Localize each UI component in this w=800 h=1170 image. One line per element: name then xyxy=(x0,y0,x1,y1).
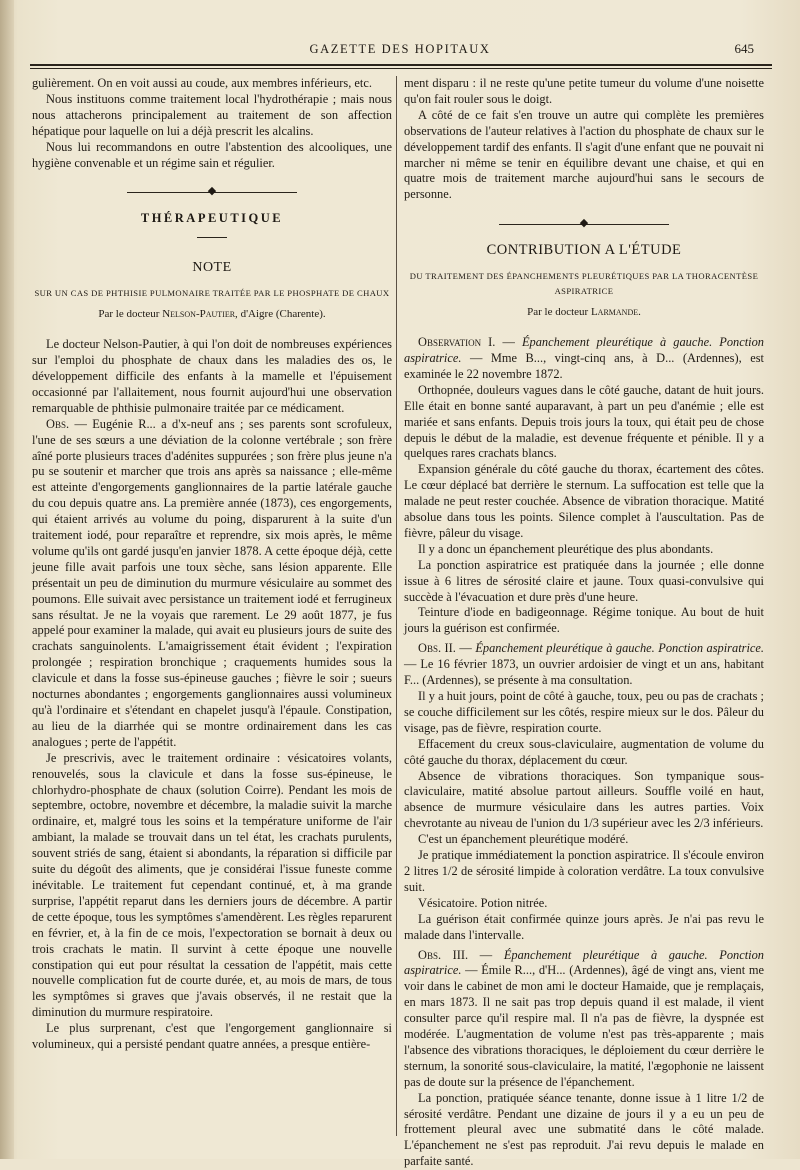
obs-title: Épanchement pleurétique à gauche. Ponction aspiratrice. xyxy=(404,947,765,978)
paragraph: Orthopnée, douleurs vagues dans le côté gauche, datant de huit jours. Elle était en bonne santé auparavant, à part un peu d'anémie ; elle est mariée et sans enfants. Depuis trois jours la toux, qui était peu de chose depuis le début de la maladie, est devenue fréquente et pénible. Il y a quelques rares crachats blancs. xyxy=(404,382,764,461)
paragraph: Il y a donc un épanchement pleurétique des plus abondants. xyxy=(418,541,714,556)
byline xyxy=(32,307,392,323)
running-head xyxy=(0,40,800,62)
paragraph: Absence de vibrations thoraciques. Son tympanique sous-claviculaire, matité absolue partout ailleurs. Souffle voilé en haut, absence de murmure vésiculaire dans les autres parties. Voix chevrotante au niveau de l'union du 1/3 supérieur avec les 2/3 inférieurs. xyxy=(404,768,764,831)
paragraph: La ponction, pratiquée séance tenante, donne issue à 1 litre 1/2 de sérosité verdâtre. Pendant une dizaine de jours il y a eu un peu de frottement pleural avec une submatité dans le côté malade. L'épanchement ne s'est pas reproduit. J'ai revu depuis le malade en parfaite santé. xyxy=(404,1090,764,1169)
obs-title: Épanchement pleurétique à gauche. Ponction aspiratrice. xyxy=(404,335,764,365)
observation-paragraph xyxy=(32,417,392,751)
obs-lead: — Mme B..., vingt-cinq ans, à D... (Ardennes), est examinée le 22 novembre 1872. xyxy=(404,350,764,381)
right-column xyxy=(404,76,765,1169)
header-rule-thin xyxy=(30,68,772,69)
short-rule xyxy=(197,237,227,238)
paragraph: Effacement du creux sous-claviculaire, augmentation de volume du côté gauche du thorax, déplacement du cœur. xyxy=(404,736,764,767)
byline-prefix: Par le docteur xyxy=(527,306,589,319)
article-title: CONTRIBUTION A L'ÉTUDE xyxy=(486,242,682,259)
observation-heading: Observation I. — Épanchement pleurétique à gauche. Ponction aspiratrice. — Mme B..., vingt-cinq ans, à D... (Ardennes), est examinée le 22 novembre 1872. xyxy=(404,335,764,381)
section-heading: THÉRAPEUTIQUE xyxy=(140,211,284,226)
paragraph: Le plus surprenant, c'est que l'engorgement ganglionnaire si volumineux, qui a persisté pendant quatre années, a presque entière- xyxy=(32,1021,392,1052)
ornament-divider: ◆ xyxy=(127,189,297,197)
article-subtitle: DU TRAITEMENT DES ÉPANCHEMENTS PLEURÉTIQUES PAR LA THORACENTÈSE ASPIRATRICE xyxy=(409,271,759,297)
paragraph: ment disparu : il ne reste qu'une petite tumeur du volume d'une noisette qu'on fait rouler sous le doigt. xyxy=(404,76,764,106)
paragraph: C'est un épanchement pleurétique modéré. xyxy=(418,832,629,847)
page-number: 645 xyxy=(734,41,754,56)
paragraph: La ponction aspiratrice est pratiquée dans la journée ; elle donne issue à 6 litres de sérosité claire et jaune. Toux quasi-convulsive qui succède à l'évacuation et dure près d'une heure. xyxy=(404,557,764,604)
author-name: Nelson-Pautier, xyxy=(162,308,238,321)
obs-label: Obs. II. xyxy=(418,641,456,656)
paragraph: Teinture d'iode en badigeonnage. Régime tonique. Au bout de huit jours la guérison est confirmée. xyxy=(404,605,764,636)
byline-suffix: d'Aigre (Charente). xyxy=(240,308,326,321)
paragraph: gulièrement. On en voit aussi au coude, aux membres inférieurs, etc. xyxy=(32,76,372,90)
left-column xyxy=(32,76,392,1146)
observation-heading: Obs. II. — Épanchement pleurétique à gauche. Ponction aspiratrice. — Le 16 février 1873, un ouvrier ardoisier de vingt et un ans, habitant F... (Ardennes), se présente à ma consultation. xyxy=(404,641,764,688)
paragraph: Le docteur Nelson-Pautier, à qui l'on doit de nombreuses expériences sur l'emploi du phosphate de chaux dans les maladies des os, le développement difficile des enfants à la mamelle et l'épuisement occasionné par l'allaitement, nous fournit aujourd'hui une observation remarquable de phthisie pulmonaire traitée par ce médicament. xyxy=(32,337,392,415)
paragraph: Je prescrivis, avec le traitement ordinaire : vésicatoires volants, renouvelés, sous la clavicule et dans la fosse sus-épineuse, le chlorhydro-phosphate de chaux (solution Coirre). Pendant les mois de septembre, octobre, novembre et décembre, la maladie suivit la marche ordinaire, et, malgré tous les soins et la température uniforme de l'air ambiant, la malade se trouvait dans un tel état, les crachats purulents, souvent striés de sang, étaient si abondants, la réparation si difficile par suite du dégoût des aliments, que je considérai l'issue funeste comme inévitable. Le traitement fut cependant continué, et, à ma grande surprise, l'appétit reparut dans les derniers jours de décembre. A partir de cette époque, tous les symptômes s'amendèrent. Les règles reparurent en février, et, à la fin de ce mois, l'expectoration se bornait à deux ou trois crachats le matin. Il survint à cette époque une nouvelle constipation qui eut pour résultat la cessation de l'appétit, mais cette nouvelle complication fut de courte durée, et, au mois de mars, de tous les symptômes si graves que j'avais observés, il ne restait que la diminution du murmure respiratoire. xyxy=(32,750,392,1020)
article-subtitle: SUR UN CAS DE PHTHISIE PULMONAIRE TRAITÉE PAR LE PHOSPHATE DE CHAUX xyxy=(34,288,390,299)
obs-lead: — Émile R..., d'H... (Ardennes), âgé de vingt ans, vient me voir dans le cabinet de mon ami le docteur Hamaide, que je remplaçais, en mars 1873. Il ne sait pas trop depuis quand il est malade, il vient consulter parce qu'il respire mal. Il n'a pas de fièvre, la dyspnée est modérée. L'augmentation de volume n'est pas très-apparente ; mais l'absence des vibrations thoraciques, le déploiement du cœur derrière le sternum, la sonorité sous-claviculaire, la matité, l'ægophonie ne laissent pas de doute sur la présence de l'épanchement. xyxy=(404,963,764,1089)
byline xyxy=(404,305,764,321)
column-divider xyxy=(396,76,397,1136)
paragraph: Nous lui recommandons en outre l'abstention des alcooliques, une hygiène convenable et un régime sain et régulier. xyxy=(32,139,392,170)
byline-prefix: Par le docteur xyxy=(98,308,160,321)
paragraph: A côté de ce fait s'en trouve un autre qui complète les premières observations de l'auteur relatives à l'action du phosphate de chaux sur le développement tardif des enfants. Il s'agit d'une enfant que ne pouvait ni marcher ni même se tenir en équilibre devant une chaise, et qui en quatre mois de traitement marche aujourd'hui sans le secours de personne. xyxy=(404,107,764,202)
journal-title: GAZETTE DES HOPITAUX xyxy=(309,42,491,56)
paragraph: Nous instituons comme traitement local l'hydrothérapie ; mais nous nous attacherons principalement au traitement de son affection hépatique pour laquelle on lui a déjà prescrit les alcalins. xyxy=(32,91,392,138)
obs-lead: — Le 16 février 1873, un ouvrier ardoisier de vingt et un ans, habitant F... (Ardennes), se présente à ma consultation. xyxy=(404,657,764,688)
article-title: NOTE xyxy=(192,260,232,276)
ornament-divider: ◆ xyxy=(499,221,669,229)
obs-label: Obs. xyxy=(46,416,70,431)
author-name: Larmande. xyxy=(590,306,641,319)
paragraph: Il y a huit jours, point de côté à gauche, toux, peu ou pas de crachats ; se couche difficilement sur les côtés, respire mieux sur le dos. Pâleur du visage, pas de fièvre, respiration courte. xyxy=(404,689,764,735)
obs-text: — Eugénie R... a d'x-neuf ans ; ses parents sont scrofuleux, l'une de ses sœurs a une déviation de la colonne vertébrale ; son frère aîné porte plusieurs traces d'adénites suppurées ; son frère plus jeune n'a pu se soutenir et marcher que trois ans après sa naissance ; elle-même est atteinte d'engorgements ganglionnaires de la partie latérale gauche du cou depuis quatre ans. La première année (1873), ces engorgements, qui étaient arrivés au volume du poing, disparurent à la suite d'un traitement iodé, pour reparaître et reprendre, six mois après, le même volume qu'ils ont gardé jusqu'en janvier 1878. A cette époque déjà, cette jeune fille avait parfois une toux sèche, sans lésion apparente. Elle présentait un peu de diminution du murmure vésiculaire au sommet des poumons. Elle suivait avec persistance un traitement iodé et ferrugineux sans résultat. Je ne la voyais que rarement. Le 29 août 1877, je fus appelé pour examiner la malade, qui avait eu plusieurs jours de suite des crachats sanguinolents. L'amaigrissement était évident ; l'expiration prolongée ; respiration bronchique ; craquements humides sous la clavicule et dans la fosse sus-épineuse gauches ; fièvre le soir ; sueurs nocturnes abondantes ; engorgements ganglionnaires aussi volumineux qu'à l'ordinaire et s'étendant en chapelet jusqu'à l'épaule. Constipation, au lieu de la diarrhée qui se montre ordinairement dans les cas analogues ; perte de l'appétit. xyxy=(32,416,392,749)
observation-heading: Obs. III. — Épanchement pleurétique à gauche. Ponction aspiratrice. — Émile R..., d'H... (Ardennes), âgé de vingt ans, vient me voir dans le cabinet de mon ami le docteur Hamaide, que je remplaçais, en mars 1873. Il ne sait pas trop depuis quand il est malade, il vient consulter parce qu'il respire mal. Il n'a pas de fièvre, la dyspnée est modérée. L'augmentation de volume n'est pas très-apparente ; mais l'absence des vibrations thoraciques, le déploiement du cœur derrière le sternum, la sonorité sous-claviculaire, la matité, l'ægophonie ne laissent pas de doute sur la présence de l'épanchement. xyxy=(404,947,765,1089)
paragraph: Expansion générale du côté gauche du thorax, écartement des côtes. Le cœur déplacé bat derrière le sternum. La suffocation est telle que la malade ne peut rester couchée. Absence de vibration thoracique. Matité absolue dans tous les points. Silence complet à l'auscultation. Pas de fièvre, pâleur du visage. xyxy=(404,462,764,540)
obs-title: Épanchement pleurétique à gauche. Ponction aspiratrice. xyxy=(475,641,764,656)
paragraph: Vésicatoire. Potion nitrée. xyxy=(418,895,548,910)
obs-label: Obs. III. xyxy=(418,947,469,962)
obs-label: Observation I. xyxy=(418,335,496,350)
paragraph: La guérison était confirmée quinze jours après. Je n'ai pas revu le malade dans l'intervalle. xyxy=(404,911,764,942)
binding-gutter xyxy=(0,0,14,1159)
header-rule-thick xyxy=(30,64,772,66)
paragraph: Je pratique immédiatement la ponction aspiratrice. Il s'écoule environ 2 litres 1/2 de sérosité limpide à coloration verdâtre. La toux convulsive suit. xyxy=(404,848,764,894)
